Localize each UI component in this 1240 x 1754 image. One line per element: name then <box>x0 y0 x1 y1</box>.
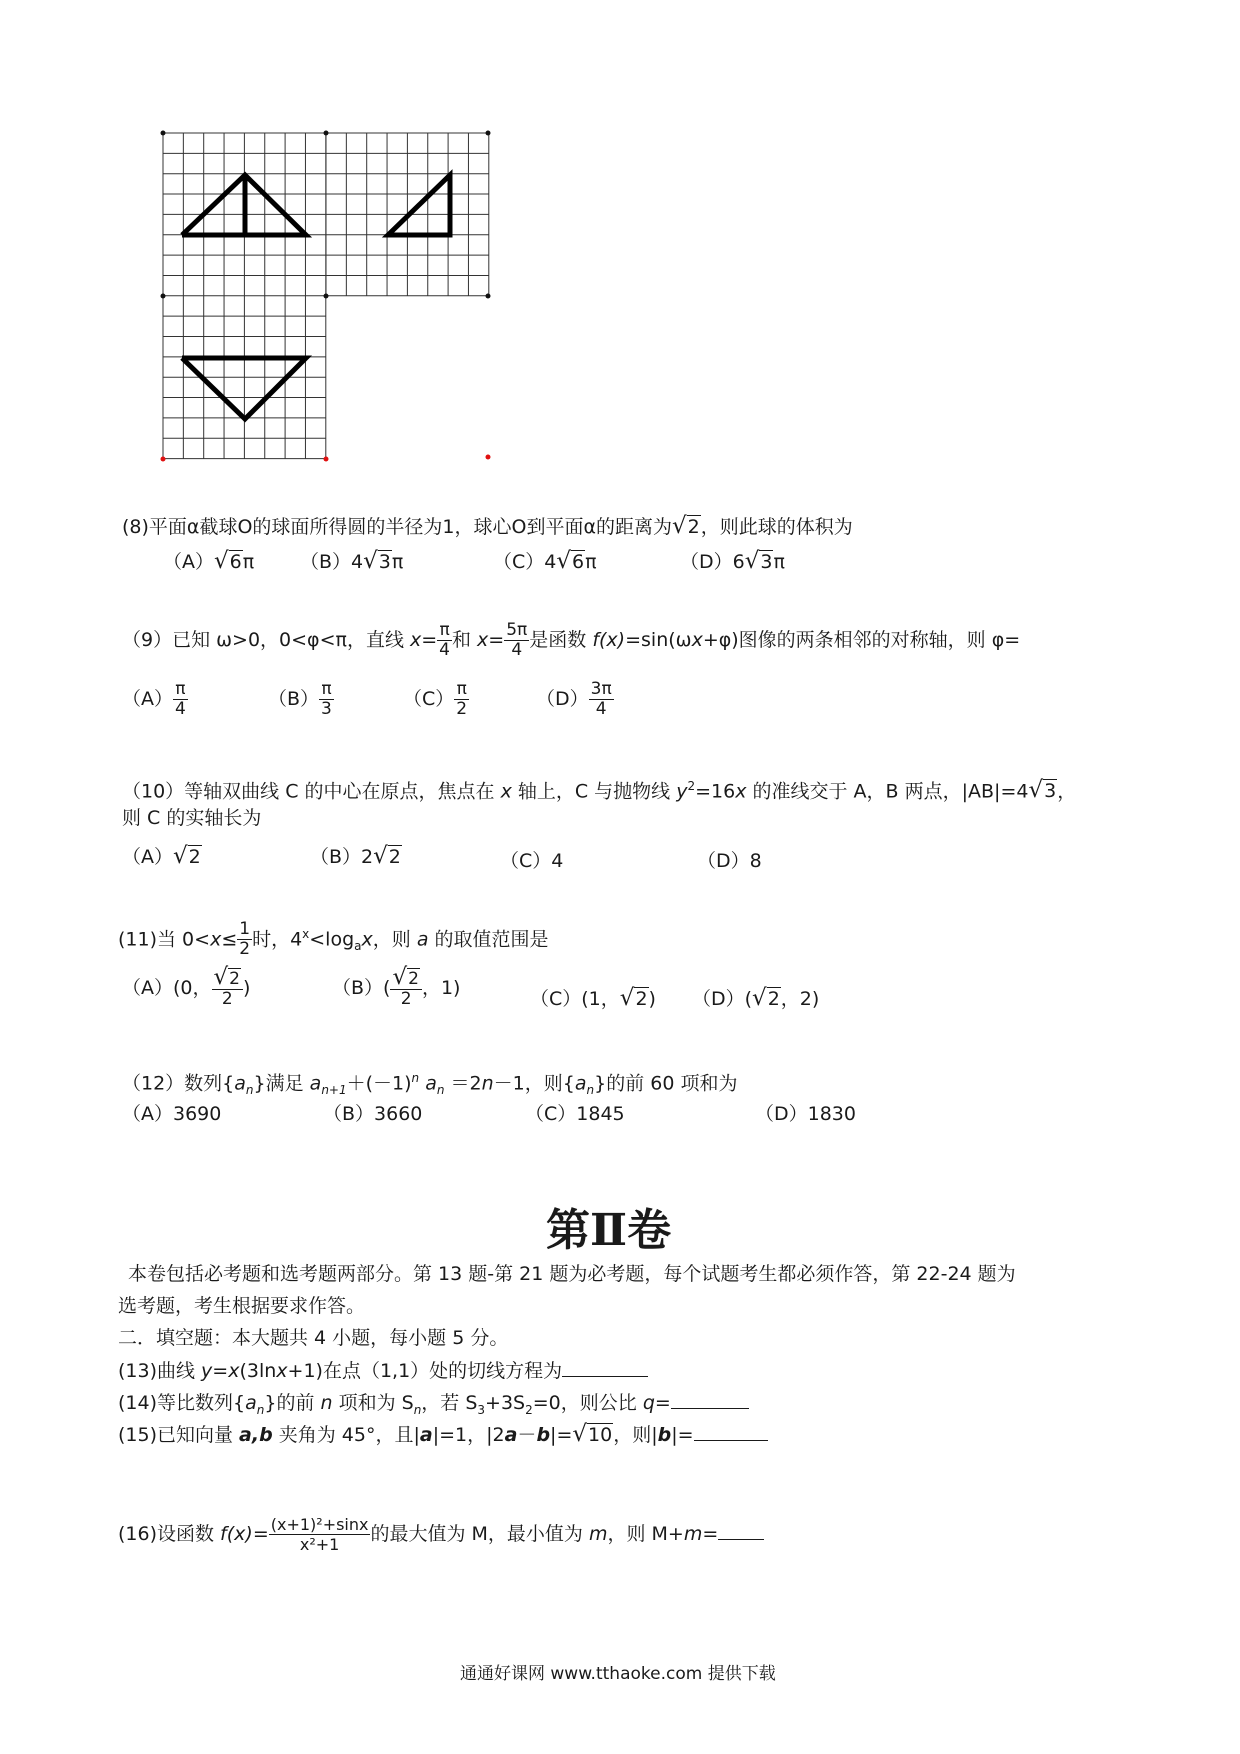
q9-option-b[interactable]: （B） $\frac{\pi}{3}$ <box>268 679 332 719</box>
q12-option-b[interactable]: （B）3660 <box>323 1103 423 1125</box>
q12-stem: （12）数列$\{a_n\}$满足 $a_{n+1}+(-1)^n$ $a_n =2n-1$，则$\{a_n\}$的前 60 项和为 <box>122 1071 738 1098</box>
q9-stem: （9）已知 ω>0，0<φ<π，直线 x= $\frac{\pi}{4}$ 和 x= $\frac{5\pi}{4}$ 是函数 f(x)=sin(ωx+φ)图像的两条相邻的对称轴，则 φ= <box>122 620 1021 660</box>
q12-option-c[interactable]: （C）1845 <box>525 1103 625 1125</box>
q8-stem: (8)平面α截球O的球面所得圆的半径为1，球心O到平面α的距离为√2，则此球的体积为 <box>122 513 853 539</box>
q13-answer-blank[interactable] <box>562 1358 648 1377</box>
q12-option-d[interactable]: （D）1830 <box>755 1103 856 1125</box>
q8-option-b[interactable]: （B）4√3π <box>300 548 404 574</box>
q11-option-c[interactable]: （C）(1，√2) <box>530 985 656 1011</box>
section-intro-line1: 本卷包括必考题和选考题两部分。第 13 题-第 21 题为必考题，每个试题考生都必须作答，第 22-24 题为 <box>128 1263 1016 1285</box>
q15: (15)已知向量 a,b 夹角为 45°，且|a|=1，|2a－b|=√10，则|b|= <box>118 1422 768 1447</box>
q11-option-b[interactable]: （B）( $\frac{√2}{2}$ ，1) <box>332 964 461 1009</box>
q16-answer-blank[interactable] <box>718 1521 764 1540</box>
view-shapes <box>182 175 450 419</box>
q8-option-d[interactable]: （D）6√3π <box>680 548 785 574</box>
q10-option-b[interactable]: （B）2√2 <box>310 843 401 869</box>
section-title: 第Ⅱ卷 <box>546 1205 672 1256</box>
q14: (14)等比数列$\{a_n\}$的前 n 项和为 $S_n$，若 $S_3+3S_2=0$，则公比 q= <box>118 1390 749 1422</box>
q9-option-a[interactable]: （A） $\frac{\pi}{4}$ <box>122 679 186 719</box>
q11-option-a[interactable]: （A）(0， $\frac{√2}{2}$ ) <box>122 964 251 1009</box>
q13: (13)曲线 y=x(3lnx+1)在点（1,1）处的切线方程为 <box>118 1358 648 1383</box>
q9-option-c[interactable]: （C） $\frac{\pi}{2}$ <box>403 679 468 719</box>
q10-option-d[interactable]: （D）8 <box>697 850 762 872</box>
q11-stem: (11)当 0<x≤ $\frac{1}{2}$ 时，$4^x<\log_ax$，则 a 的取值范围是 <box>118 919 549 960</box>
q15-answer-blank[interactable] <box>694 1422 768 1441</box>
page-footer: 通通好课网 www.tthaoke.com 提供下载 <box>460 1664 776 1684</box>
q12-option-a[interactable]: （A）3690 <box>122 1103 222 1125</box>
side-view-triangle <box>388 175 450 235</box>
q16: (16)设函数 f(x)= $\frac{\text{(x+1)²+sinx}}{\text{x²+1}}$ 的最大值为 M，最小值为 m，则 M+m= <box>118 1512 764 1556</box>
q10-stem-line2: 则 C 的实轴长为 <box>122 807 262 829</box>
q10-stem: （10）等轴双曲线 C 的中心在原点，焦点在 x 轴上，C 与抛物线 $y^2=16x$ 的准线交于 A，B 两点，|AB|=4√3， <box>122 777 1077 804</box>
three-view-figure <box>0 0 1240 470</box>
section-intro-line2: 选考题，考生根据要求作答。 <box>118 1295 366 1317</box>
q11-option-d[interactable]: （D）(√2，2) <box>692 985 820 1011</box>
q8-option-a[interactable]: （A）√6π <box>163 548 255 574</box>
q8-option-c[interactable]: （C）4√6π <box>493 548 597 574</box>
q9-option-d[interactable]: （D） $\frac{3\pi}{4}$ <box>536 679 612 719</box>
q14-answer-blank[interactable] <box>671 1390 749 1409</box>
fill-in-header: 二．填空题：本大题共 4 小题，每小题 5 分。 <box>118 1327 509 1349</box>
q10-option-c[interactable]: （C）4 <box>500 850 564 872</box>
q10-option-a[interactable]: （A）√2 <box>122 843 201 869</box>
